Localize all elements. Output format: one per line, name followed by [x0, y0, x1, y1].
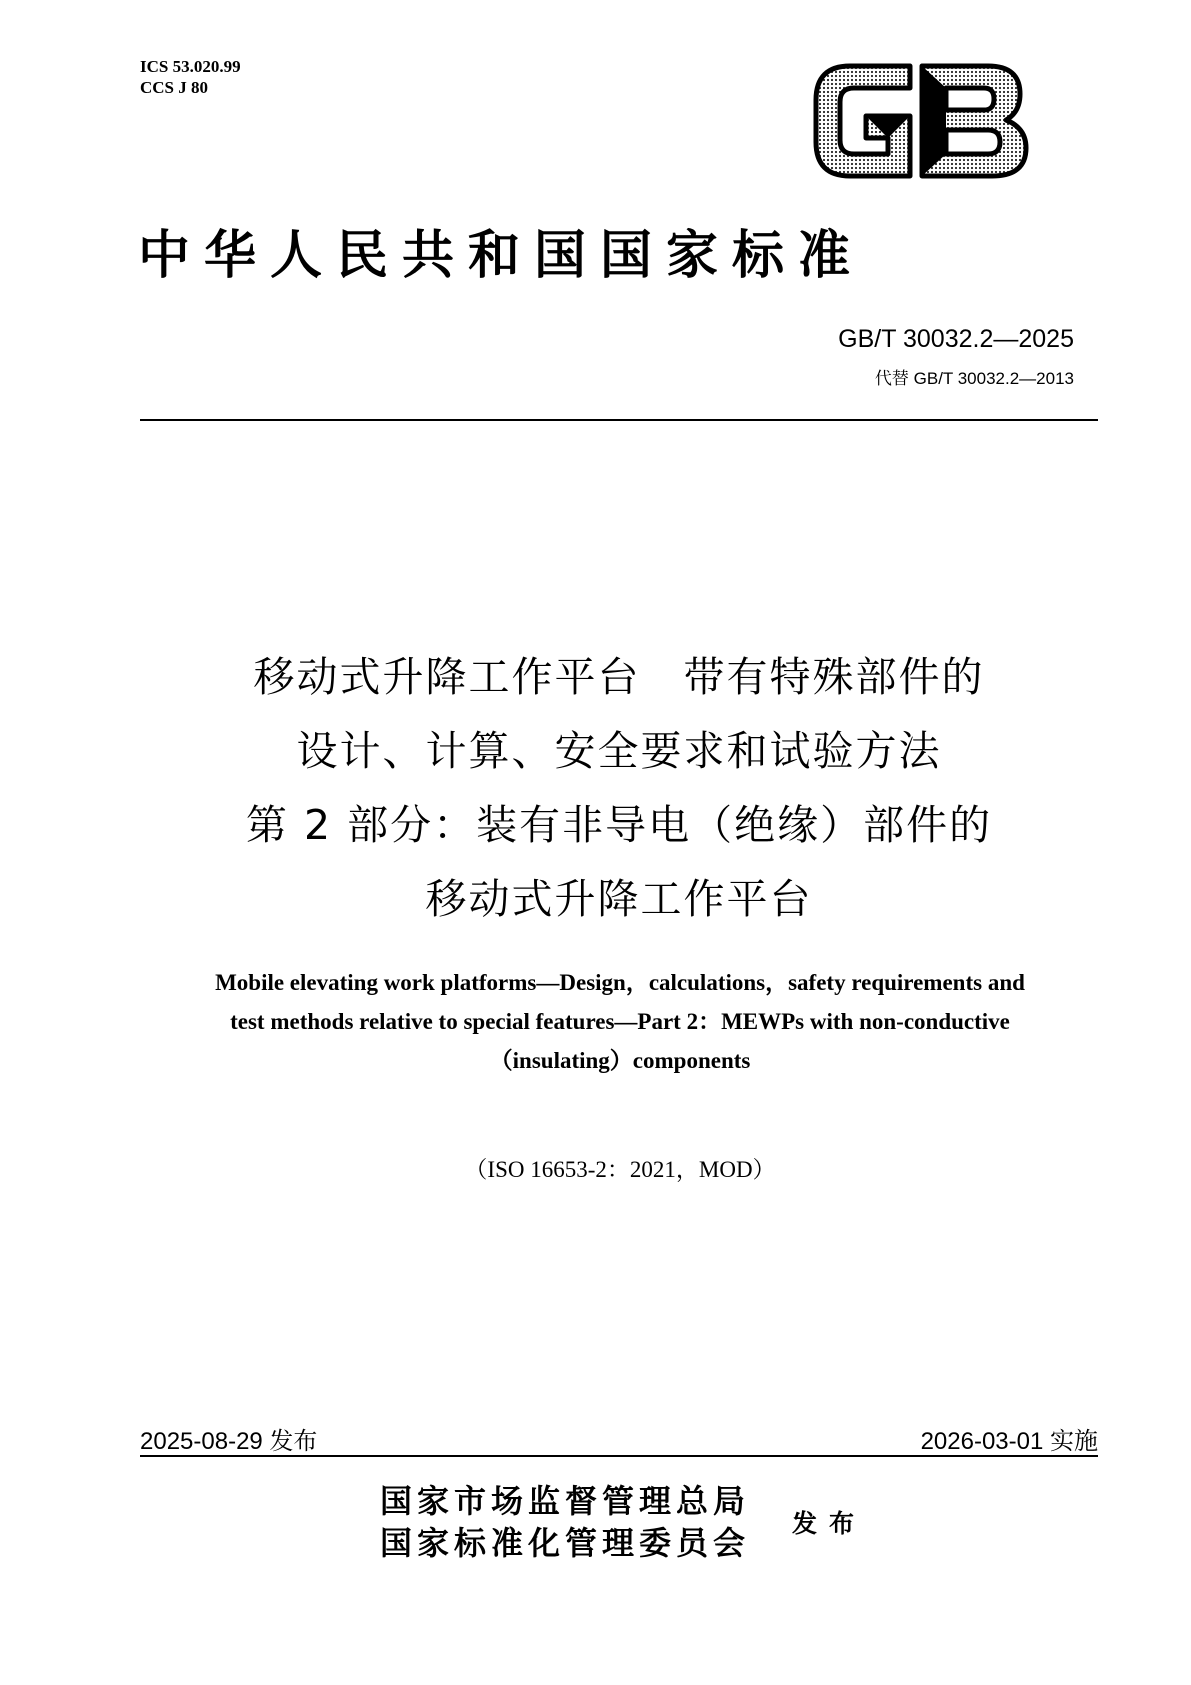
english-title-line-3: （insulating）components [489, 1048, 751, 1073]
issuer-samr: 国家市场监督管理总局 [380, 1482, 751, 1520]
bottom-divider [140, 1455, 1098, 1457]
chinese-title-line-4: 移动式升降工作平台 [425, 875, 813, 923]
ccs-code: CCS J 80 [140, 78, 209, 97]
chinese-title [100, 640, 1138, 936]
chinese-title-line-3: 第 2 部分：装有非导电（绝缘）部件的 [245, 801, 993, 849]
issue-date: 2025-08-29 发布 [140, 1428, 318, 1455]
english-title-line-1: Mobile elevating work platforms—Design，calculations，safety requirements and [215, 970, 1025, 995]
chinese-title-line-1: 移动式升降工作平台 带有特殊部件的 [253, 653, 985, 701]
ics-code: ICS 53.020.99 [140, 57, 241, 76]
national-standard-heading: 中华人民共和国国家标准 [138, 225, 865, 286]
implementation-date: 2026-03-01 实施 [920, 1428, 1098, 1455]
iso-reference: （ISO 16653-2：2021，MOD） [464, 1157, 776, 1182]
replaces-standard: 代替 GB/T 30032.2—2013 [874, 369, 1074, 388]
publish-label: 发布 [792, 1509, 867, 1538]
gb-logo-graphic [810, 58, 1036, 182]
english-title [140, 963, 1100, 1080]
chinese-title-line-2: 设计、计算、安全要求和试验方法 [296, 727, 942, 775]
standard-number: GB/T 30032.2—2025 [838, 325, 1074, 353]
issuing-organizations [380, 1480, 750, 1564]
issuer-sac: 国家标准化管理委员会 [380, 1524, 751, 1562]
gb-logo-icon [810, 58, 1036, 182]
english-title-line-2: test methods relative to special features—Part 2：MEWPs with non-conductive [230, 1009, 1010, 1034]
classification-codes [140, 56, 241, 98]
top-divider [140, 419, 1098, 421]
